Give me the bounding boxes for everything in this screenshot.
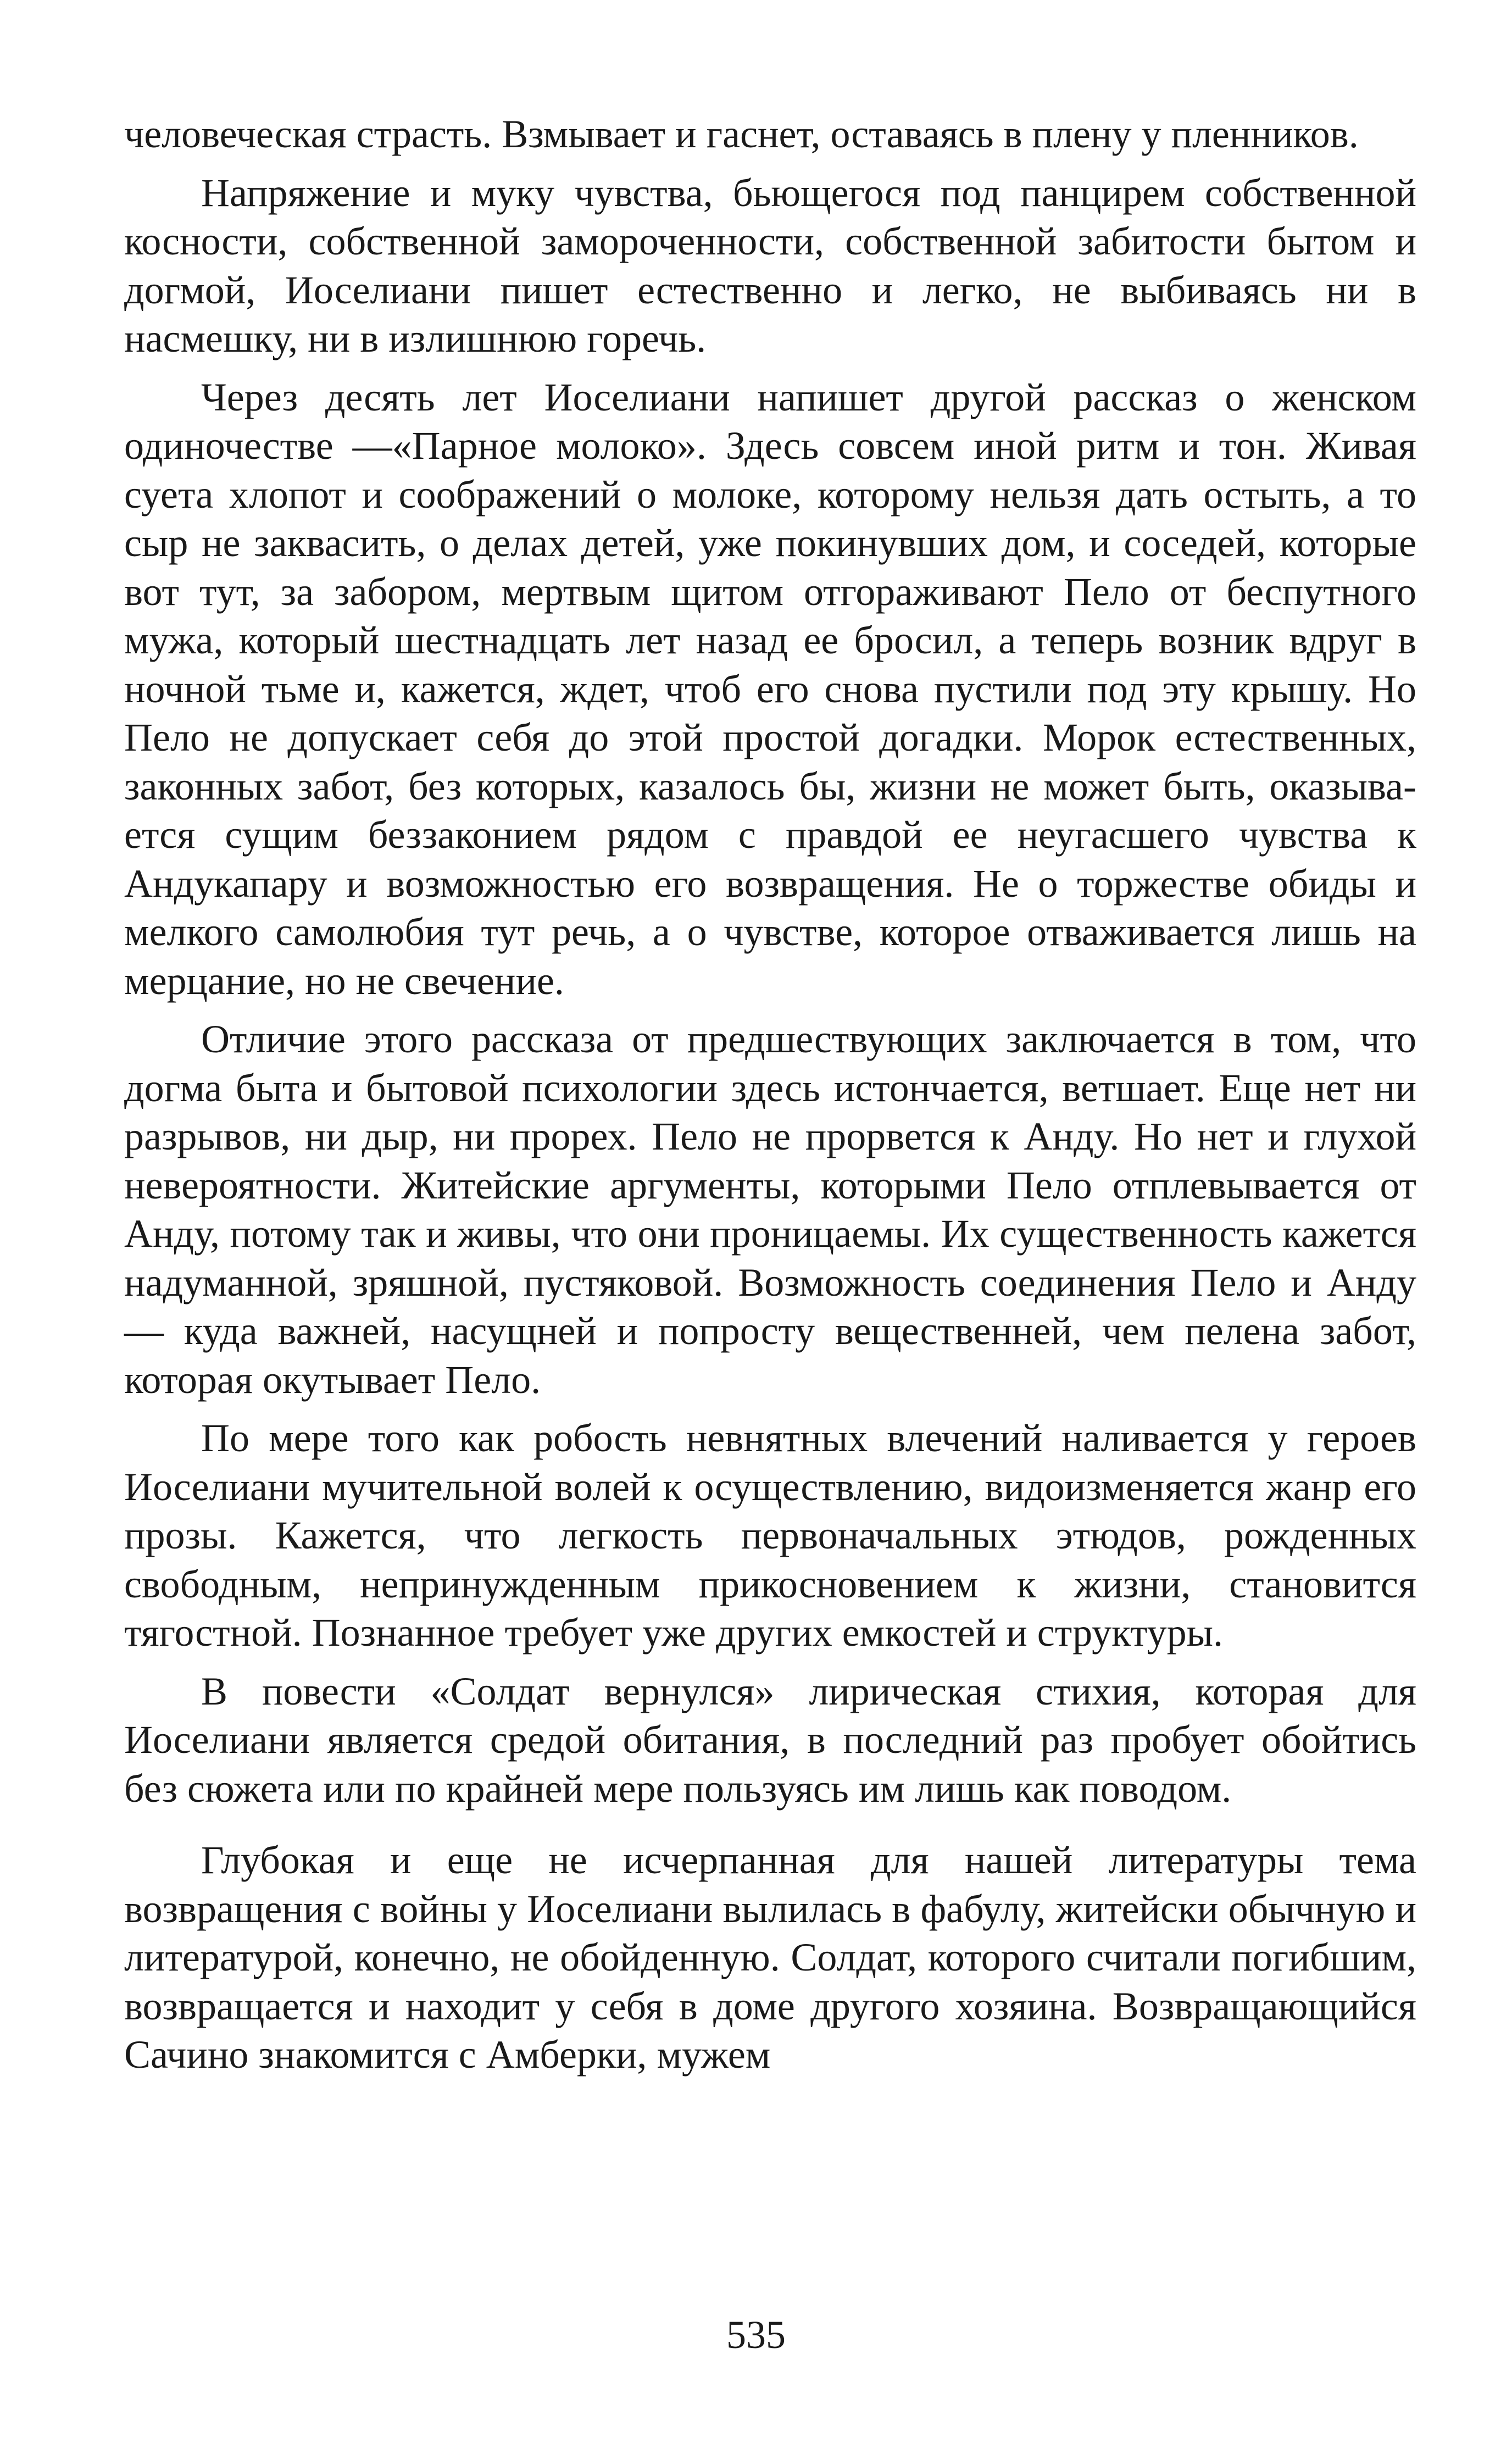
paragraph-4: Отличие этого рассказа от предшествующих заключается в том, что догма быта и бытовой психологии здесь истончается, ветшает. Еще нет ни разрывов, ни дыр, ни прорех. Пело не прорвется к Анду. Но нет и глухой невероятности. Житейские аргументы, которыми Пело отплевывается от Анду, потому так и живы, что они проницаемы. Их существенность кажется надуманной, зряшной, пустяковой. Возможность соединения Пело и Анду — куда важней, насущней и попросту вещественней, чем пелена забот, которая окутывает Пело. [124,1017,1416,1402]
page-body [124,110,1416,2089]
paragraph-1: человеческая страсть. Взмывает и гаснет, оставаясь в плену у пленников. [124,112,1359,156]
paragraph-5: По мере того как робость невнятных влечений наливается у героев Иоселиани мучительной волей к осуществлению, видоизменяется жанр его прозы. Кажется, что легкость первоначальных этюдов, рожденных свободным, непринужденным прикосновением к жизни, становится тягостной. Познанное требует уже других емкостей и структуры. [124,1416,1416,1655]
paragraph-2: Напряжение и муку чувства, бьющегося под панцирем собственной косности, собственной замороченности, собственной забитости бытом и догмой, Иоселиани пишет естественно и легко, не выбиваясь ни в насмешку, ни в излишнюю горечь. [124,170,1416,360]
page-number: 535 [726,2313,786,2357]
paragraph-3: Через десять лет Иоселиани напишет другой рассказ о женском одиночестве —«Парное молоко». Здесь совсем иной ритм и тон. Живая суета хлопот и соображений о молоке, которому нельзя дать остыть, а то сыр не заквасить, о делах детей, уже покинувших дом, и соседей, которые вот тут, за забором, мертвым щитом отгораживают Пело от беспутного мужа, который шестнадцать лет назад ее бросил, а теперь возник вдруг в ночной тьме и, кажется, ждет, чтоб его снова пустили под эту крышу. Но Пело не допускает себя до этой простой догадки. Морок естественных, законных забот, без которых, казалось бы, жизни не может быть, оказывается сущим беззаконием рядом с правдой ее неугасшего чувства к Андукапару и возможностью его возвращения. Не о торжестве обиды и мелкого самолюбия тут речь, а о чувстве, которое отваживается лишь на мерцание, но не свечение. [124,375,1416,1003]
paragraph-6: В повести «Солдат вернулся» лирическая стихия, которая для Иоселиани является средой обитания, в последний раз пробует обойтись без сюжета или по крайней мере пользуясь им лишь как поводом. [124,1669,1416,1811]
paragraph-7: Глубокая и еще не исчерпанная для нашей литературы тема возвращения с войны у Иоселиани вылилась в фабулу, житейски обычную и литературой, конечно, не обойденную. Солдат, которого считали погибшим, возвращается и находит у себя в доме другого хозяина. Возвращающийся Сачино знакомится с Амберки, мужем [124,1838,1416,2077]
